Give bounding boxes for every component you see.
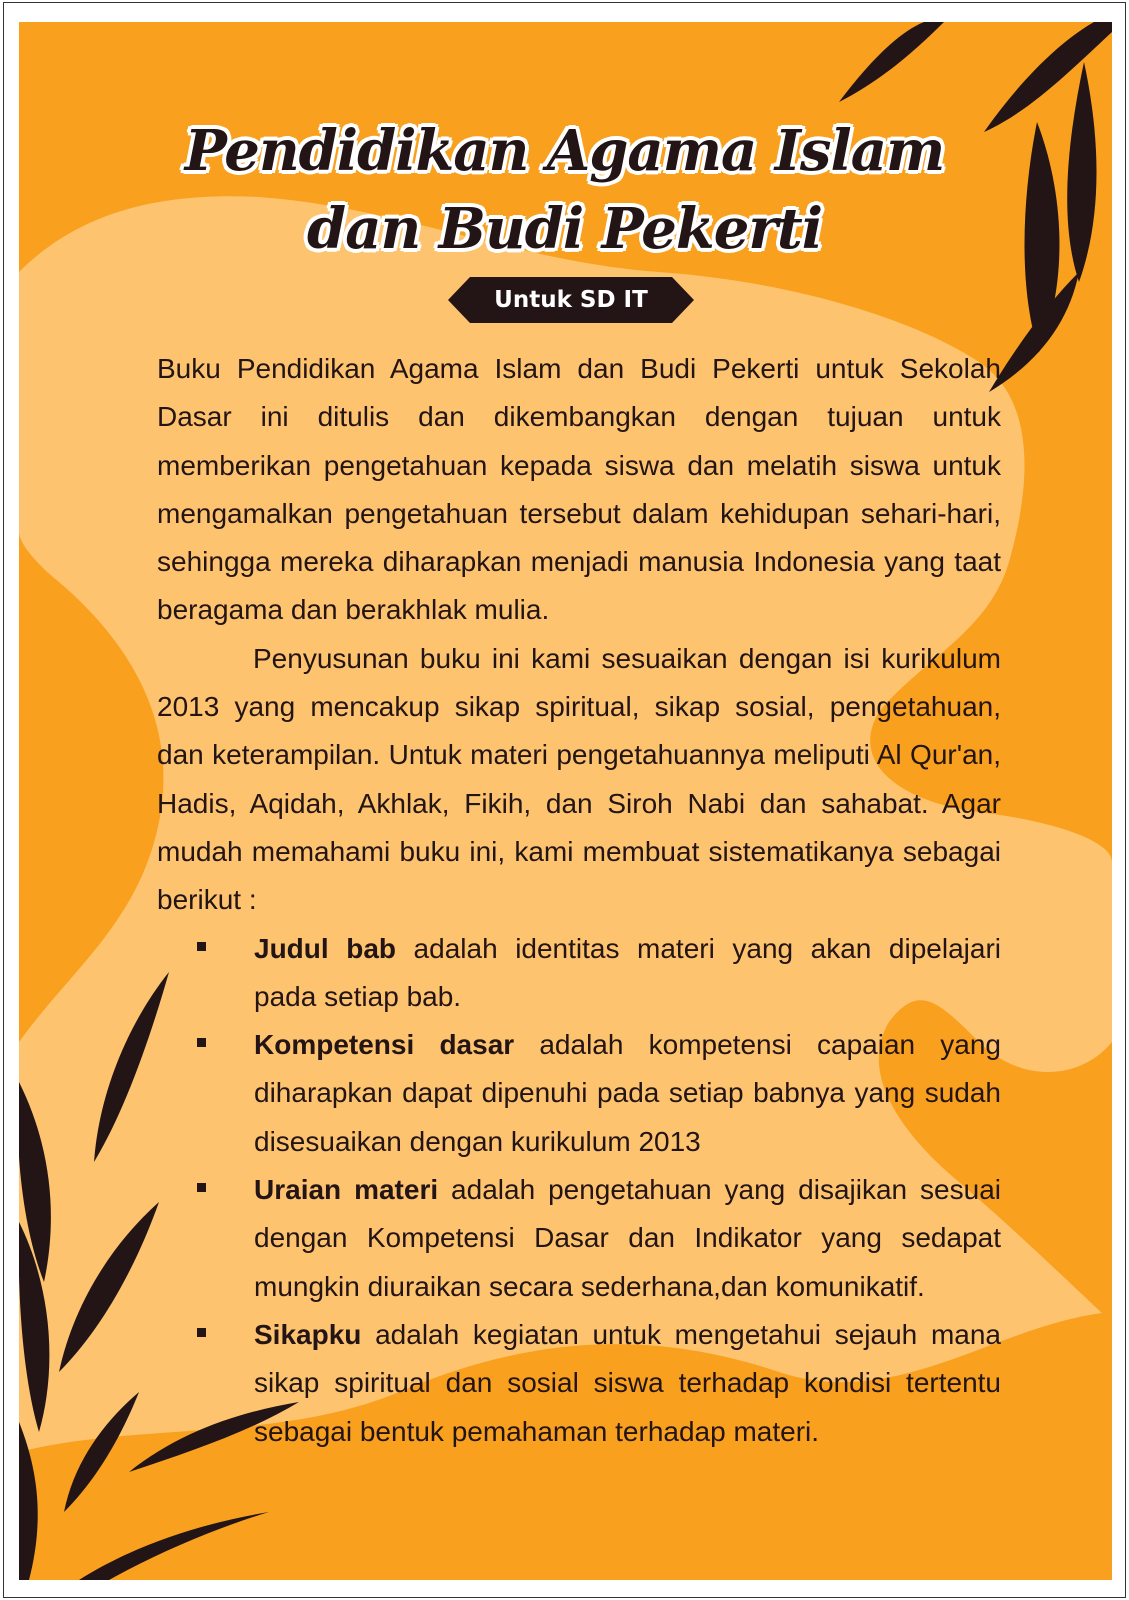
item-term: Judul bab — [254, 932, 396, 964]
bullet-icon — [197, 1038, 206, 1047]
item-description: adalah identitas materi yang akan dipelajari pada setiap bab. — [254, 932, 1001, 1012]
list-item — [157, 1311, 1001, 1456]
body-content — [157, 345, 1001, 1456]
bullet-icon — [197, 1183, 206, 1192]
title-line-1: Pendidikan Agama Islam — [184, 118, 945, 184]
list-item — [157, 1021, 1001, 1166]
item-description: adalah pengetahuan yang disajikan sesuai dengan Kompetensi Dasar dan Indikator yang sedapat mungkin diuraikan secara sederhana,dan komunikatif. — [254, 1174, 1001, 1302]
title-line-2: dan Budi Pekerti — [307, 196, 822, 262]
badge-label: Untuk SD IT — [494, 287, 648, 313]
badge-ribbon — [448, 277, 694, 323]
intro-paragraph: Buku Pendidikan Agama Islam dan Budi Pekerti untuk Sekolah Dasar ini ditulis dan dikembangkan dengan tujuan untuk memberikan pengetahuan kepada siswa dan melatih siswa untuk mengamalkan pengetahuan tersebut dalam kehidupan sehari-hari, sehingga mereka diharapkan menjadi manusia Indonesia yang taat beragama dan berakhlak mulia. — [157, 353, 1001, 626]
item-description: adalah kompetensi capaian yang diharapkan dapat dipenuhi pada setiap babnya yang sudah disesuaikan dengan kurikulum 2013 — [254, 1029, 1002, 1157]
list-item — [157, 925, 1001, 1022]
list-item — [157, 1166, 1001, 1311]
bullet-icon — [197, 942, 206, 951]
item-term: Sikapku — [254, 1318, 362, 1350]
intro-paragraph: Penyusunan buku ini kami sesuaikan dengan isi kurikulum 2013 yang mencakup sikap spiritual, sikap sosial, pengetahuan, dan keterampilan. Untuk materi pengetahuannya meliputi Al Qur'an, Hadis, Aqidah, Akhlak, Fikih, dan Siroh Nabi dan sahabat. Agar mudah memahami buku ini, kami membuat sistematikanya sebagai berikut : — [157, 642, 1001, 916]
item-description: adalah kegiatan untuk mengetahui sejauh mana sikap spiritual dan sosial siswa terhadap kondisi tertentu sebagai bentuk pemahaman terhadap materi. — [254, 1318, 1001, 1447]
leaf-shape — [839, 22, 944, 102]
item-term: Uraian materi — [254, 1174, 439, 1206]
item-term: Kompetensi dasar — [254, 1029, 515, 1061]
systematics-list — [157, 925, 1001, 1456]
bullet-icon — [197, 1328, 206, 1337]
